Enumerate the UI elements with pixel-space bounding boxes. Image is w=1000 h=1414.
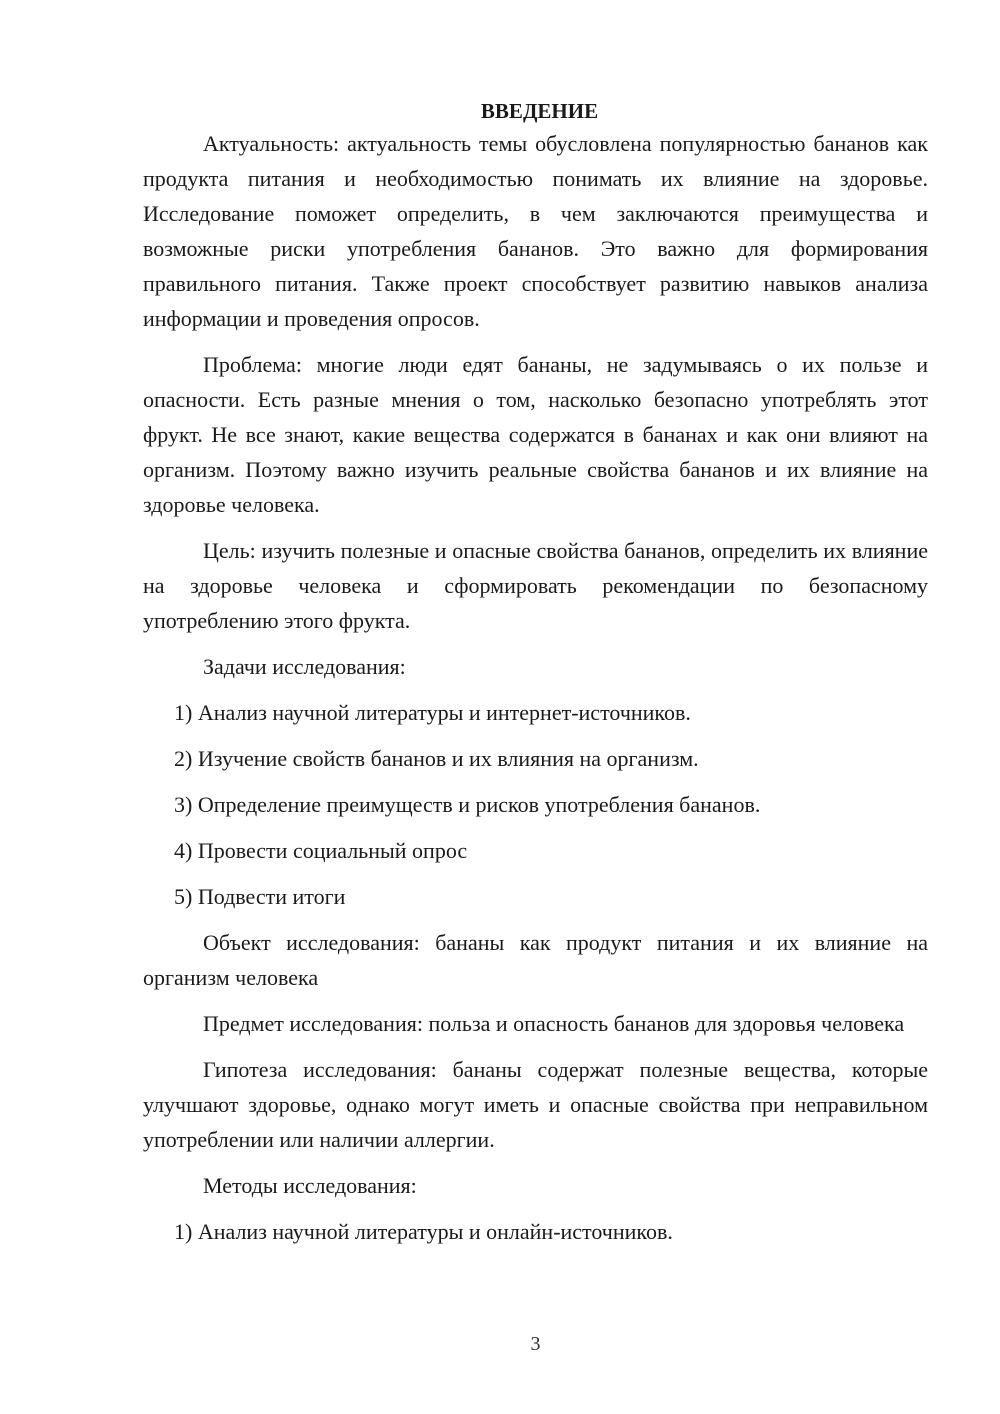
list-item: 5) Подвести итоги [174, 884, 346, 909]
paragraph-relevance: Актуальность: актуальность темы обусловлена популярностью бананов как продукта питания и необходимостью понимать их влияние на здоровье. Исследование поможет определить, в чем заключаются преимущества и возможные риски употребления бананов. Это важно для формирования правильного питания. Также проект способствует развитию навыков анализа информации и проведения опросов. [143, 131, 928, 331]
paragraph-problem: Проблема: многие люди едят бананы, не задумываясь о их пользе и опасности. Есть разные мнения о том, насколько безопасно употреблять этот фрукт. Не все знают, какие вещества содержатся в бананах и как они влияют на организм. Поэтому важно изучить реальные свойства бананов и их влияние на здоровье человека. [143, 352, 928, 517]
tasks-list [143, 695, 928, 925]
methods-list [143, 1214, 928, 1260]
paragraph-hypothesis: Гипотеза исследования: бананы содержат полезные вещества, которые улучшают здоровье, однако могут иметь и опасные свойства при неправильном употреблении или наличии аллергии. [143, 1057, 928, 1152]
list-item: 1) Анализ научной литературы и онлайн-источников. [174, 1219, 673, 1244]
page-number: 3 [530, 1333, 541, 1355]
paragraph-subject: Предмет исследования: польза и опасность бананов для здоровья человека [203, 1011, 905, 1036]
list-item: 1) Анализ научной литературы и интернет-источников. [174, 700, 691, 725]
paragraph-goal: Цель: изучить полезные и опасные свойства бананов, определить их влияние на здоровье человека и сформировать рекомендации по безопасному употреблению этого фрукта. [143, 538, 928, 633]
list-item: 2) Изучение свойств бананов и их влияния на организм. [174, 746, 699, 771]
paragraph-object: Объект исследования: бананы как продукт питания и их влияние на организм человека [143, 930, 928, 990]
document-page [143, 96, 928, 1260]
list-item: 3) Определение преимуществ и рисков употребления бананов. [174, 792, 761, 817]
tasks-heading: Задачи исследования: [203, 654, 406, 679]
methods-heading: Методы исследования: [203, 1173, 417, 1198]
document-heading: ВВЕДЕНИЕ [480, 99, 599, 123]
list-item: 4) Провести социальный опрос [174, 838, 468, 863]
